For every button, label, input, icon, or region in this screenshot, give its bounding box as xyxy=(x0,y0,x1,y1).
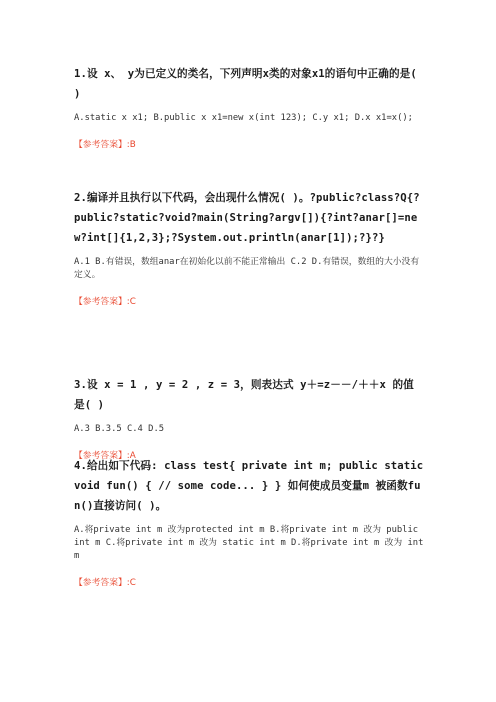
question-1-answer: 【参考答案】:B xyxy=(74,140,136,150)
question-3-text: 3.设 x = 1 , y = 2 , z = 3，则表达式 y＋=z－－/＋＋x 的值是( ) xyxy=(74,379,414,411)
question-3 xyxy=(74,375,424,461)
question-4-text: 4.给出如下代码: class test{ private int m; public static void fun() { // some code... } } 如何使成员变量m 被函数fun()直接访问( )。 xyxy=(74,460,424,512)
question-2-answer: 【参考答案】:C xyxy=(74,297,136,307)
question-3-options: A.3 B.3.5 C.4 D.5 xyxy=(74,424,165,434)
question-4-answer: 【参考答案】:C xyxy=(74,578,136,588)
question-1 xyxy=(74,64,424,150)
question-4 xyxy=(74,456,424,588)
question-4-options: A.将private int m 改为protected int m B.将private int m 改为 public int m C.将private int m 改为 static int m D.将private int m 改为 int m xyxy=(74,525,424,561)
question-2 xyxy=(74,188,424,307)
question-2-text: 2.编译并且执行以下代码，会出现什么情况( )。?public?class?Q{?public?static?void?main(String?argv[]){?int?anar[]=new?int[]{1,2,3};?System.out.println(anar[1]);?}?} xyxy=(74,192,420,244)
question-1-text: 1.设 x、 y为已定义的类名，下列声明x类的对象x1的语句中正确的是( ) xyxy=(74,68,417,100)
question-2-options: A.1 B.有错误，数组anar在初始化以前不能正常输出 C.2 D.有错误，数组的大小没有定义。 xyxy=(74,257,420,280)
question-1-options: A.static x x1; B.public x x1=new x(int 123); C.y x1; D.x x1=x(); xyxy=(74,113,413,123)
question-3-answer: 【参考答案】:A xyxy=(74,451,136,461)
